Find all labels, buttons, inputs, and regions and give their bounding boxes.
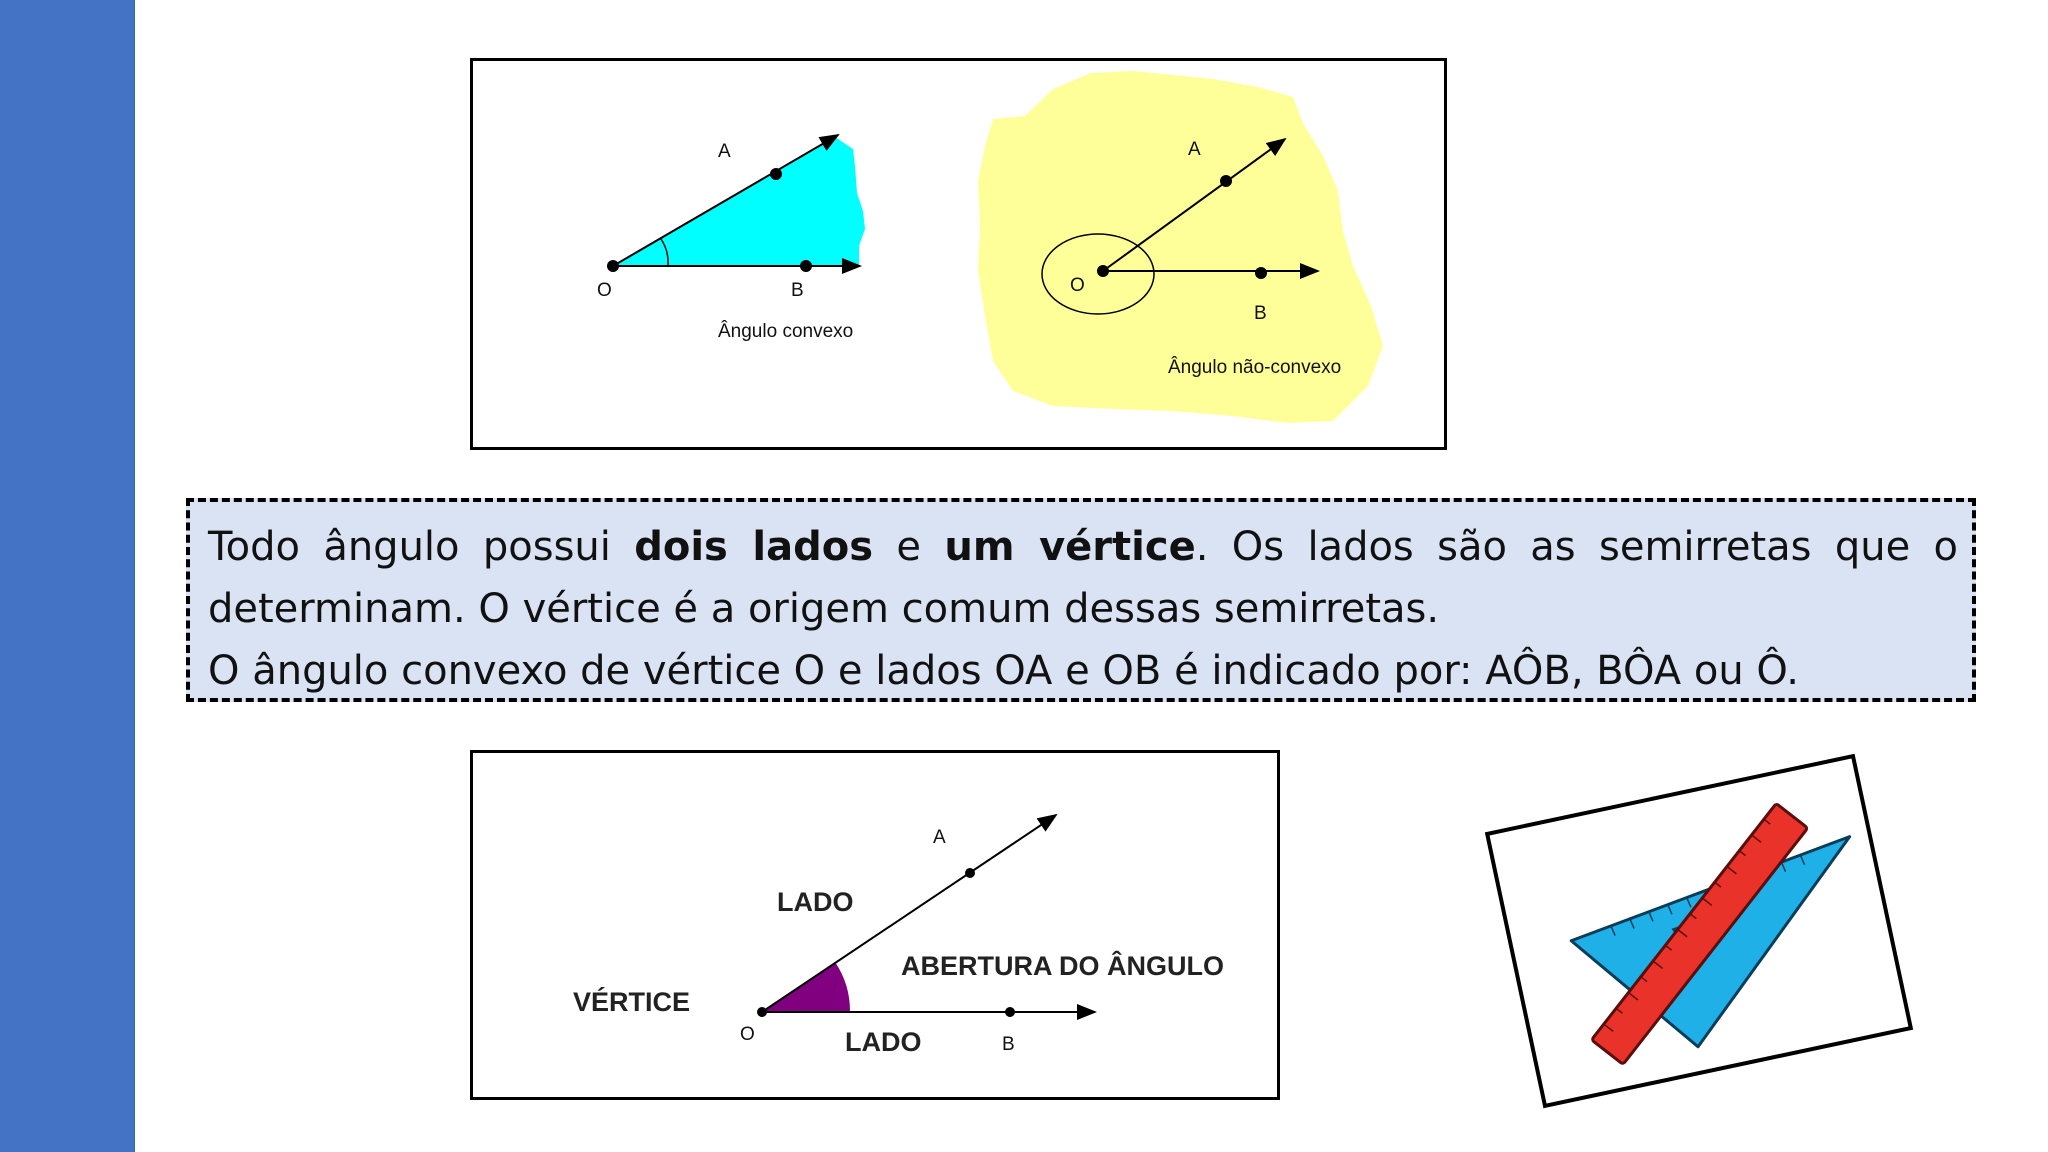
- convex-region: [613, 137, 865, 266]
- angle-opening-sector: [762, 962, 850, 1012]
- non-convex-label-b: B: [1254, 303, 1267, 324]
- angle-types-svg: [473, 61, 1444, 447]
- definition-bold-one-vertex: um vértice: [944, 524, 1196, 570]
- angle-opening-label: ABERTURA DO ÂNGULO: [901, 951, 1224, 981]
- non-convex-label-a: A: [1188, 139, 1201, 160]
- angle-parts-svg: [473, 753, 1277, 1097]
- convex-label-a: A: [718, 141, 731, 162]
- non-convex-caption: Ângulo não-convexo: [1168, 357, 1342, 378]
- sidebar-accent-bar: [0, 0, 135, 1152]
- convex-caption: Ângulo convexo: [718, 321, 854, 342]
- side-label-top: LADO: [777, 887, 854, 917]
- definition-paragraph: [208, 516, 1958, 640]
- convex-point-b: [800, 260, 812, 272]
- definition-text-part: e: [873, 524, 945, 570]
- bottom-label-a: A: [933, 827, 946, 848]
- notation-paragraph: O ângulo convexo de vértice O e lados OA e OB é indicado por: AÔB, BÔA ou Ô.: [208, 648, 1799, 694]
- definition-text-part: . Os lados são as semirretas que o determinam. O vértice é a origem comum dessas semirretas.: [208, 524, 1958, 632]
- vertex-point-o: [757, 1007, 767, 1017]
- non-convex-point-o: [1097, 265, 1109, 277]
- point-b: [1005, 1007, 1015, 1017]
- convex-label-o: O: [597, 280, 612, 301]
- angle-types-figure: [470, 58, 1447, 450]
- non-convex-label-o: O: [1070, 275, 1085, 296]
- side-label-bottom: LADO: [845, 1027, 922, 1057]
- geometry-tools-card: [1485, 754, 1913, 1108]
- bottom-label-b: B: [1002, 1034, 1015, 1055]
- definition-text-box: [186, 498, 1976, 702]
- non-convex-point-b: [1255, 267, 1267, 279]
- vertex-label: VÉRTICE: [573, 987, 691, 1017]
- convex-point-o: [607, 260, 619, 272]
- non-convex-point-a: [1220, 175, 1232, 187]
- geometry-tools-svg: [1490, 759, 1909, 1104]
- bottom-label-o: O: [740, 1024, 755, 1045]
- convex-point-a: [770, 168, 782, 180]
- definition-bold-two-sides: dois lados: [634, 524, 874, 570]
- point-a: [965, 868, 975, 878]
- angle-parts-figure: [470, 750, 1280, 1100]
- definition-text-part: Todo ângulo possui: [208, 524, 635, 570]
- convex-label-b: B: [791, 280, 804, 301]
